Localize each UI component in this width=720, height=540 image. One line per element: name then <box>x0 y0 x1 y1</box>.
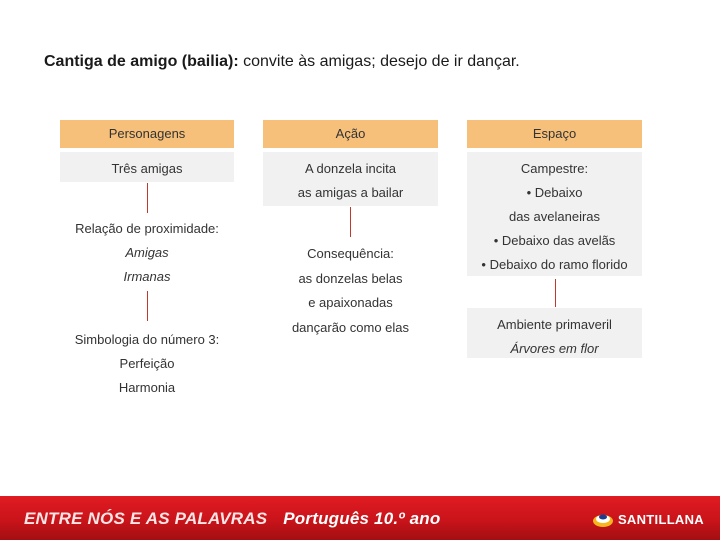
header-acao: Ação <box>263 120 438 148</box>
footer-course: Português 10.º ano <box>283 509 441 528</box>
column-acao <box>263 120 438 148</box>
footer-titles <box>24 509 440 529</box>
publisher-logo <box>592 508 704 530</box>
header-personagens: Personagens <box>60 120 234 148</box>
cell-acao-line: as amigas a bailar <box>297 185 404 200</box>
consequence-line: dançarão como elas <box>291 320 410 335</box>
consequence-line: Consequência: <box>307 246 394 261</box>
connector-line <box>147 183 148 213</box>
cell-espaco-line: Campestre: <box>520 161 589 176</box>
cell-acao-line: A donzela incita <box>304 161 397 176</box>
consequence-line: as donzelas belas <box>298 271 403 286</box>
symbol-item: Harmonia <box>118 380 176 395</box>
cell-espaco-line: • Debaixo das avelãs <box>493 233 616 248</box>
symbol-label: Simbologia do número 3: <box>74 332 220 347</box>
footer-bar <box>0 496 720 540</box>
consequence-line: e apaixonadas <box>308 295 393 310</box>
slide-title <box>44 53 520 71</box>
column-personagens <box>60 120 234 148</box>
cell-espaco-line: das avelaneiras <box>508 209 601 224</box>
publisher-name: SANTILLANA <box>617 511 704 527</box>
cell-espaco-line: • Debaixo do ramo florido <box>481 257 628 272</box>
symbol-item: Perfeição <box>119 356 175 371</box>
title-rest: convite às amigas; desejo de ir dançar. <box>238 53 520 70</box>
connector-line <box>350 207 351 237</box>
column-espaco <box>467 120 642 148</box>
connector-line <box>555 279 556 307</box>
header-espaco: Espaço <box>467 120 642 148</box>
santillana-emblem-icon <box>592 509 614 529</box>
connector-line <box>147 291 148 321</box>
footer-series: ENTRE NÓS E AS PALAVRAS <box>24 509 268 528</box>
cell-espaco-line: • Debaixo <box>526 185 583 200</box>
title-bold: Cantiga de amigo (bailia): <box>44 53 239 70</box>
cell-tres-amigas: Três amigas <box>111 161 183 176</box>
relation-item: Irmanas <box>123 269 171 284</box>
ambient-line: Ambiente primaveril <box>497 317 612 332</box>
relation-label: Relação de proximidade: <box>75 221 219 236</box>
ambient-line: Árvores em flor <box>510 341 599 356</box>
relation-item: Amigas <box>125 245 169 260</box>
